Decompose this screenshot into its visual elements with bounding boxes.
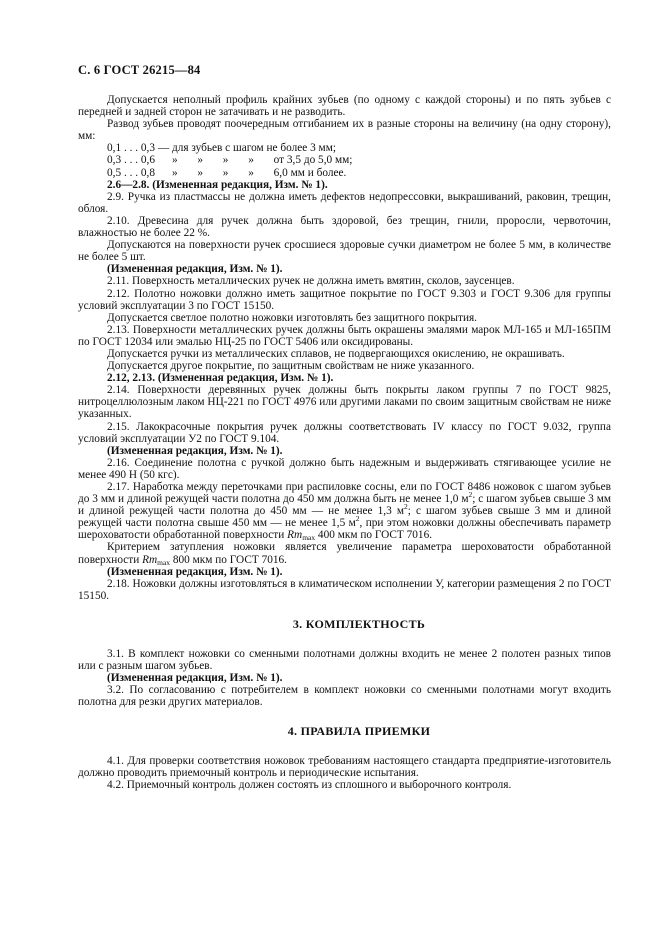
paragraph: 4.1. Для проверки соответствия ножовок требованиям настоящего стандарта предприятие-изготовитель должно проводить приемочный контроль и периодические испытания.	[78, 754, 611, 779]
paragraph: 2.14. Поверхности деревянных ручек должны быть покрыты лаком группы 7 по ГОСТ 9825, нитроцеллюлозным лаком НЦ-221 по ГОСТ 4976 или другими лаками по своим защитным свойствам не ниже указанных.	[78, 384, 611, 421]
paragraph: Допускается другое покрытие, по защитным свойствам не ниже указанного.	[107, 360, 475, 373]
text-span: ; с шагом зубьев свыше 3 мм и длиной режущей части полотна свыше 450 мм — не менее 1,5 м	[78, 505, 611, 530]
paragraph: 2.12. Полотно ножовки должно иметь защитное покрытие по ГОСТ 9.303 и ГОСТ 9.306 для группы условий эксплуатации 3 по ГОСТ 15150.	[78, 287, 611, 312]
amendment-note: (Измененная редакция, Изм. № 1).	[107, 565, 283, 578]
amendment-note: (Измененная редакция, Изм. № 1).	[107, 263, 283, 276]
superscript: 2	[403, 502, 408, 512]
paragraph: 2.13. Поверхности металлических ручек должны быть окрашены эмалями марок МЛ-165 и МЛ-165ПМ по ГОСТ 12034 или эмалью НЦ-25 по ГОСТ 5406 или оксидированы.	[78, 323, 611, 348]
text-span: 2.17. Наработка между переточками при распиловке сосны, ели по ГОСТ 8486 ножовок с шагом зубьев до 3 мм и длиной режущей части полотна до 450 мм должна быть не менее 1,0 м	[78, 481, 611, 506]
section-heading: 3. КОМПЛЕКТНОСТЬ	[292, 616, 426, 631]
paragraph: 2.16. Соединение полотна с ручкой должно быть надежным и выдерживать стягивающее усилие не менее 490 Н (50 кгс).	[78, 456, 611, 481]
subscript: max	[302, 533, 316, 543]
spacer	[78, 709, 611, 725]
paragraph: 2.11. Поверхность металлических ручек не должна иметь вмятин, сколов, заусенцев.	[107, 275, 515, 288]
roughness-symbol: Rm	[287, 529, 303, 542]
amendment-note: (Измененная редакция, Изм. № 1).	[107, 444, 283, 457]
roughness-symbol: Rm	[142, 553, 158, 566]
paragraph-2-17	[78, 481, 611, 541]
page-header: С. 6 ГОСТ 26215—84	[78, 63, 201, 77]
spacer	[78, 630, 611, 648]
amendment-note: 2.6—2.8. (Измененная редакция, Изм. № 1).	[107, 178, 328, 191]
paragraph: 4.2. Приемочный контроль должен состоять из сплошного и выборочного контроля.	[107, 778, 512, 791]
paragraph: 2.9. Ручка из пластмассы не должна иметь дефектов недопрессовки, выкрашиваний, раковин, трещин, облоя.	[78, 190, 611, 215]
spacer	[78, 737, 611, 755]
paragraph: Допускаются на поверхности ручек сросшиеся здоровые сучки диаметром не более 5 мм, в количестве не более 5 шт.	[78, 239, 611, 264]
superscript: 2	[355, 514, 360, 524]
document-body	[78, 94, 611, 791]
text-span: 800 мкм по ГОСТ 7016.	[170, 553, 288, 566]
paragraph: 2.10. Древесина для ручек должна быть здоровой, без трещин, гнили, проросли, червоточин, влажностью не более 22 %.	[78, 214, 611, 240]
paragraph: Допускается ручки из металлических сплавов, не подвергающихся окислению, не окрашивать.	[107, 347, 565, 360]
paragraph: 3.1. В комплект ножовки со сменными полотнами должны входить не менее 2 полотен разных типов или с разным шагом зубьев.	[78, 648, 611, 673]
section-heading: 4. ПРАВИЛА ПРИЕМКИ	[287, 723, 431, 738]
text-span: ; с шагом зубьев свыше 3 мм и длиной режущей части полотна до 450 мм — не менее 1,3 м	[78, 493, 611, 518]
paragraph: Допускается неполный профиль крайних зубьев (по одному с каждой стороны) и по пять зубьев с передней и задней сторон не затачивать и не разводить.	[78, 94, 611, 119]
paragraph: 2.18. Ножовки должны изготовляться в климатическом исполнении У, категории размещения 2 по ГОСТ 15150.	[78, 577, 611, 602]
list-item: 0,5 . . . 0,8 » » » » 6,0 мм и более.	[107, 166, 347, 179]
paragraph: 3.2. По согласованию с потребителем в комплект ножовки со сменными полотнами могут входить полотна для резки других материалов.	[78, 684, 611, 709]
text-span: 400 мкм по ГОСТ 7016.	[315, 529, 433, 542]
paragraph: Допускается светлое полотно ножовки изготовлять без защитного покрытия.	[107, 311, 478, 324]
paragraph: 2.15. Лакокрасочные покрытия ручек должны соответствовать IV классу по ГОСТ 9.032, группа условий эксплуатации У2 по ГОСТ 9.104.	[78, 420, 611, 445]
amendment-note: (Измененная редакция, Изм. № 1).	[107, 672, 283, 685]
paragraph: Развод зубьев проводят поочередным отгибанием их в разные стороны на величину (на одну сторону), мм:	[78, 118, 611, 143]
subscript: max	[157, 557, 171, 567]
superscript: 2	[468, 490, 473, 500]
spacer	[78, 602, 611, 618]
list-item: 0,1 . . . 0,3 — для зубьев с шагом не более 3 мм;	[107, 142, 336, 155]
text-span: , при этом ножовки должны обеспечивать параметр шероховатости обработанной поверхности	[78, 517, 611, 542]
paragraph-criterion	[78, 541, 611, 565]
list-item: 0,3 . . . 0,6 » » » » от 3,5 до 5,0 мм;	[107, 154, 353, 167]
amendment-note: 2.12, 2.13. (Измененная редакция, Изм. № 1).	[107, 372, 334, 385]
text-span: Критерием затупления ножовки является увеличение параметра шероховатости обработанной поверхности	[78, 541, 611, 566]
